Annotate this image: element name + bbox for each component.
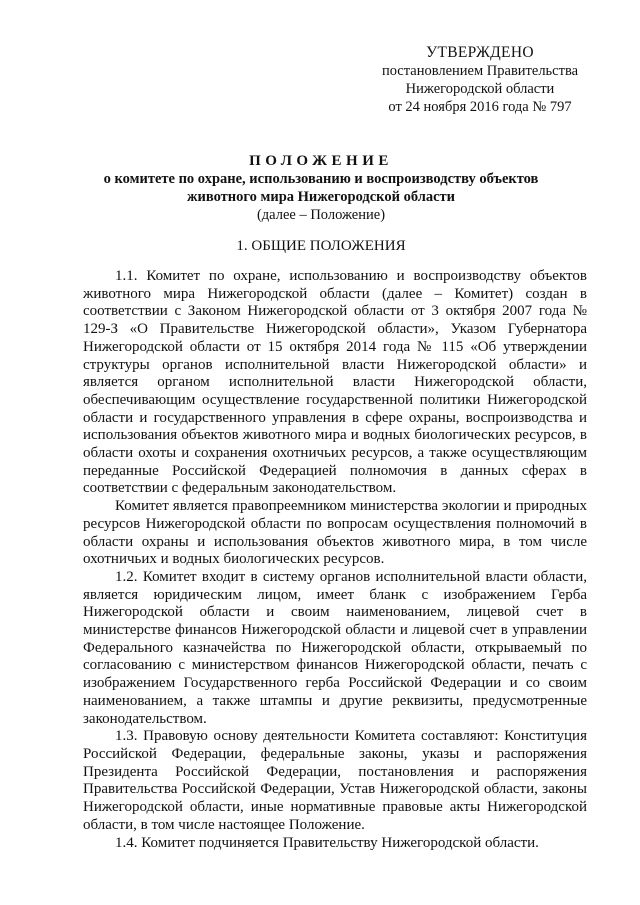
paragraph-1-3: 1.3. Правовую основу деятельности Комитета составляют: Конституция Российской Федерации, федеральные законы, указы и распоряжения Президента Российской Федерации, постановления и распоряжения Правительства Российской Федерации, Устав Нижегородской области, законы Нижегородской области, иные нормативные правовые акты Нижегородской области, в том числе настоящее Положение. — [83, 728, 587, 833]
title-note: (далее – Положение) — [256, 207, 386, 223]
title-main: ПОЛОЖЕНИЕ — [249, 153, 393, 169]
section-heading: 1. ОБЩИЕ ПОЛОЖЕНИЯ — [236, 238, 406, 254]
paragraph-1-2: 1.2. Комитет входит в систему органов исполнительной власти области, является юридическим лицом, имеет бланк с изображением Герба Нижегородской области и своим наименованием, лицевой счет в министерстве финансов Нижегородской области и лицевой счет в управлении Федерального казначейства по Нижегородской области, открываемый по согласованию с министерством финансов Нижегородской области, печать с изображением Государственного герба Российской Федерации и со своим наименованием, а также штампы и другие реквизиты, предусмотренные законодательством. — [83, 568, 587, 727]
paragraph-1-1: 1.1. Комитет по охране, использованию и воспроизводству объектов животного мира Нижегородской области (далее – Комитет) создан в соответствии с Законом Нижегородской области от 3 октября 2007 года № 129-З «О Правительстве Нижегородской области», Указом Губернатора Нижегородской области от 15 октября 2014 года № 115 «Об утверждении структуры органов исполнительной власти Нижегородской области» и является органом исполнительной власти Нижегородской области, обеспечивающим осуществление государственной политики Нижегородской области и государственного управления в сфере охраны, воспроизводства и использования объектов животного мира и водных биологических ресурсов, в области охоты и сохранения охотничьих ресурсов, а также осуществляющим переданные Российской Федерацией полномочия в данных сферах в соответствии с федеральным законодательством. — [83, 268, 587, 497]
paragraph-successor: Комитет является правопреемником министерства экологии и природных ресурсов Нижегородской области по вопросам осуществления полномочий в области охраны и использования объектов животного мира, в том числе охотничьих и водных биологических ресурсов. — [83, 498, 587, 568]
title-line-2: животного мира Нижегородской области — [186, 189, 456, 205]
approval-heading: УТВЕРЖДЕНО — [426, 44, 534, 61]
document-body — [83, 268, 587, 852]
approval-stamp — [360, 44, 600, 116]
title-line-1: о комитете по охране, использованию и воспроизводству объектов — [103, 171, 539, 187]
document-title — [60, 152, 582, 224]
approval-line-3: от 24 ноября 2016 года № 797 — [388, 99, 572, 115]
approval-line-1: постановлением Правительства — [381, 63, 579, 79]
paragraph-1-4: 1.4. Комитет подчиняется Правительству Нижегородской области. — [115, 834, 539, 851]
approval-line-2: Нижегородской области — [405, 81, 555, 97]
